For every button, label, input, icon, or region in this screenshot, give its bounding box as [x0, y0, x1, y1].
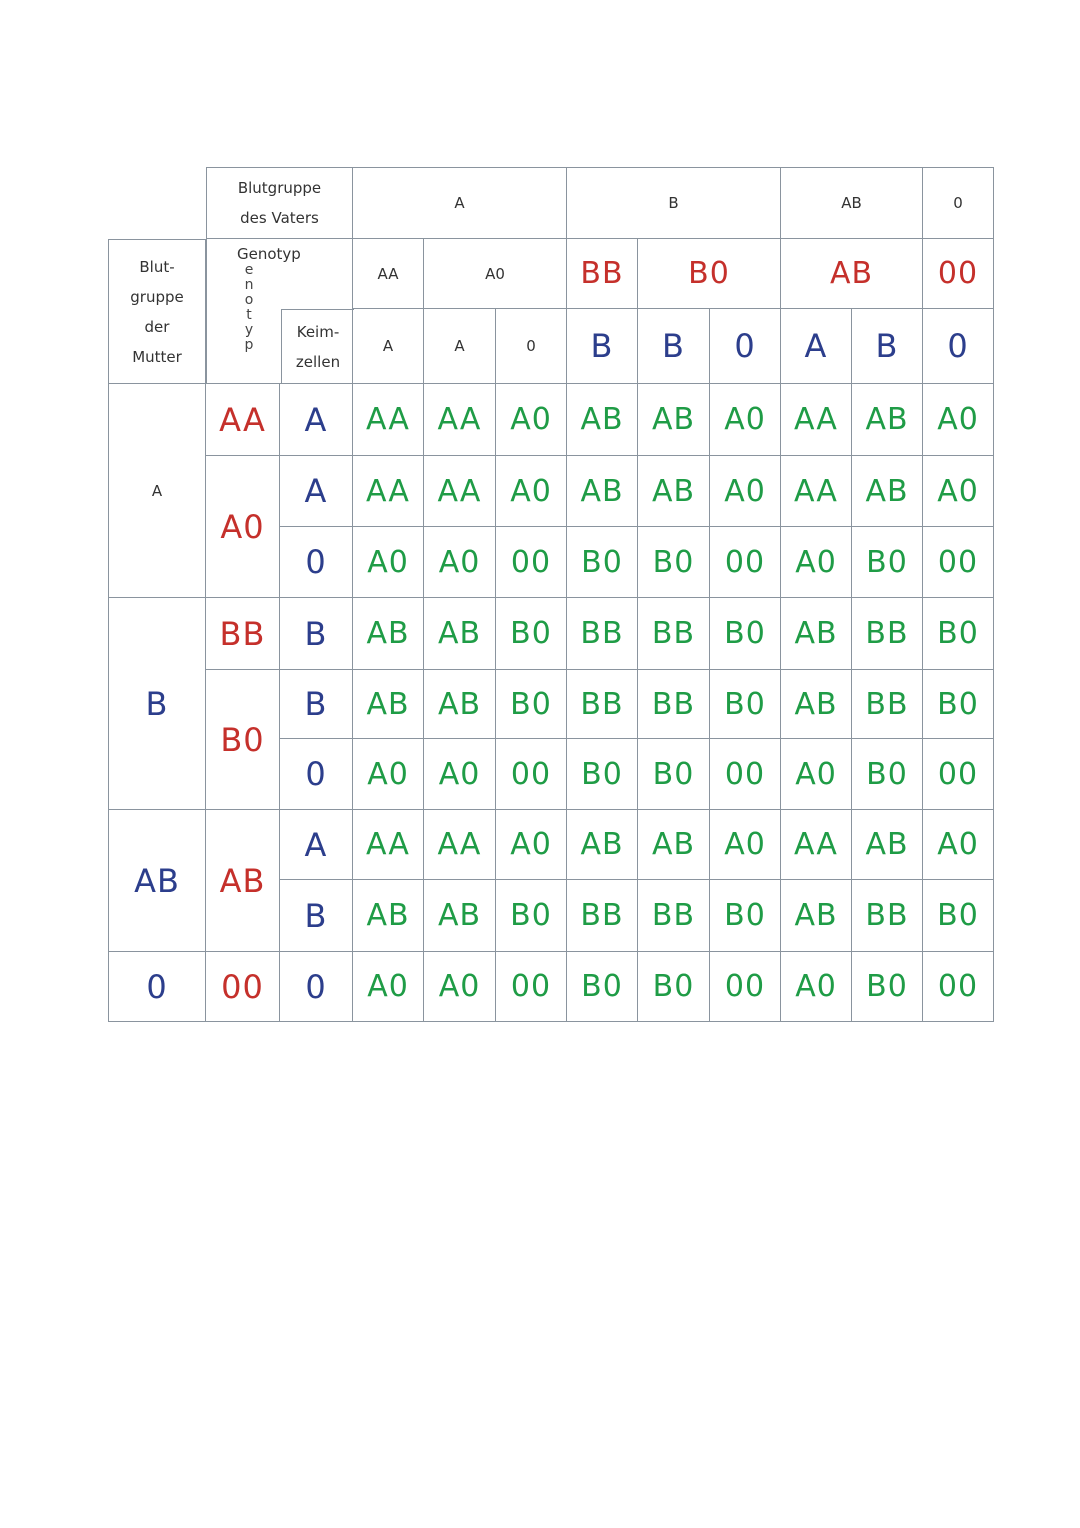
grid-cell-r0-c3 [567, 384, 638, 456]
grid-cell-r4-c0-text: AB [366, 686, 410, 722]
mother-gamete-4 [280, 670, 353, 739]
grid-cell-r0-c8-text: A0 [937, 402, 979, 437]
father-genotype-b0 [638, 239, 781, 309]
father-gamete-6 [781, 309, 852, 384]
grid-cell-r5-c7 [852, 739, 923, 810]
grid-cell-r3-c5-text: B0 [724, 616, 766, 651]
father-genotype-aa [353, 239, 424, 309]
grid-cell-r0-c6 [781, 384, 852, 456]
father-gamete-0-text: A [382, 337, 394, 355]
mother-gamete-0 [280, 384, 353, 456]
grid-cell-r3-c2-text: B0 [510, 616, 552, 651]
grid-cell-r3-c3 [567, 598, 638, 670]
grid-cell-r6-c0-text: AA [366, 827, 410, 862]
grid-cell-r5-c4 [638, 739, 710, 810]
father-gamete-4-text: B [662, 327, 685, 365]
grid-cell-r4-c6-text: AB [794, 686, 838, 722]
grid-cell-r7-c0 [353, 880, 424, 952]
grid-cell-r0-c7 [852, 384, 923, 456]
grid-cell-r8-c8 [923, 952, 994, 1022]
grid-cell-r1-c3 [567, 456, 638, 527]
mother-gamete-5 [280, 739, 353, 810]
grid-cell-r1-c7-text: AB [865, 473, 909, 509]
grid-cell-r5-c5 [710, 739, 781, 810]
father-gamete-8 [923, 309, 994, 384]
grid-cell-r7-c6-text: AB [794, 898, 838, 933]
grid-cell-r2-c2 [496, 527, 567, 598]
father-bloodgroup-b [567, 167, 781, 239]
mother-genotype-ab [206, 810, 280, 952]
grid-cell-r2-c6 [781, 527, 852, 598]
grid-cell-r8-c6-text: A0 [795, 969, 837, 1004]
father-bloodgroup-ab-text: AB [841, 194, 862, 212]
father-gamete-5-text: 0 [734, 327, 756, 365]
grid-cell-r8-c3-text: B0 [581, 969, 623, 1004]
mother-gamete-3 [280, 598, 353, 670]
father-bloodgroup-a [353, 167, 567, 239]
grid-cell-r6-c7-text: AB [865, 827, 909, 862]
grid-cell-r6-c0 [353, 810, 424, 880]
grid-cell-r8-c0-text: A0 [367, 969, 409, 1004]
mother-genotype-aa-text: AA [219, 400, 266, 439]
grid-cell-r6-c2 [496, 810, 567, 880]
grid-cell-r7-c4 [638, 880, 710, 952]
grid-cell-r8-c8-text: 00 [937, 969, 979, 1004]
father-bloodgroup-ab [781, 167, 923, 239]
mother-genotype-ab-text: AB [219, 861, 266, 900]
grid-cell-r5-c8 [923, 739, 994, 810]
grid-cell-r1-c3-text: AB [580, 473, 624, 509]
grid-cell-r2-c6-text: A0 [795, 544, 837, 580]
mother-gamete-1 [280, 456, 353, 527]
father-gamete-7 [852, 309, 923, 384]
grid-cell-r4-c4 [638, 670, 710, 739]
grid-cell-r5-c3-text: B0 [581, 756, 623, 792]
mother-bloodgroup-ab [108, 810, 206, 952]
grid-cell-r4-c7 [852, 670, 923, 739]
father-gamete-7-text: B [875, 327, 899, 365]
gametes-label-line2: zellen [295, 352, 341, 371]
grid-cell-r4-c5-text: B0 [724, 686, 766, 722]
grid-cell-r2-c0-text: A0 [367, 544, 409, 580]
grid-cell-r5-c6 [781, 739, 852, 810]
grid-cell-r7-c3 [567, 880, 638, 952]
father-genotype-bb [567, 239, 638, 309]
mother-genotype-00 [206, 952, 280, 1022]
grid-cell-r4-c3 [567, 670, 638, 739]
mother-label-line3: der [144, 317, 170, 336]
father-label-cell [206, 167, 353, 239]
grid-cell-r3-c3-text: BB [580, 616, 624, 651]
mother-genotype-b0 [206, 670, 280, 810]
father-gamete-1-text: A [454, 337, 465, 355]
grid-cell-r2-c4 [638, 527, 710, 598]
grid-cell-r1-c8 [923, 456, 994, 527]
mother-genotype-a0-text: A0 [220, 507, 265, 546]
mother-label-line1: Blut- [139, 257, 175, 276]
father-gamete-2-text: 0 [526, 337, 536, 355]
father-gamete-0 [353, 309, 424, 384]
grid-cell-r2-c7-text: B0 [866, 544, 908, 580]
mother-genotype-a0 [206, 456, 280, 598]
grid-cell-r6-c8-text: A0 [937, 827, 979, 862]
mother-gamete-4-text: B [304, 685, 328, 723]
grid-cell-r5-c3 [567, 739, 638, 810]
mother-gamete-2-text: 0 [305, 543, 327, 581]
grid-cell-r7-c1 [424, 880, 496, 952]
grid-cell-r6-c3-text: AB [580, 827, 624, 862]
grid-cell-r1-c0 [353, 456, 424, 527]
grid-cell-r5-c0 [353, 739, 424, 810]
grid-cell-r5-c1 [424, 739, 496, 810]
grid-cell-r5-c1-text: A0 [438, 756, 481, 792]
father-genotype-b0-text: B0 [688, 256, 730, 291]
grid-cell-r3-c7-text: BB [865, 616, 909, 651]
grid-cell-r0-c4-text: AB [651, 402, 696, 437]
mother-gamete-7 [280, 880, 353, 952]
grid-cell-r1-c1-text: AA [437, 473, 482, 509]
grid-cell-r3-c5 [710, 598, 781, 670]
grid-cell-r2-c5-text: 00 [724, 544, 766, 580]
grid-cell-r1-c5 [710, 456, 781, 527]
grid-cell-r6-c8 [923, 810, 994, 880]
father-gamete-3-text: B [590, 327, 614, 365]
father-genotype-a0-text: A0 [485, 264, 505, 283]
father-gamete-5 [710, 309, 781, 384]
grid-cell-r3-c1 [424, 598, 496, 670]
grid-cell-r8-c7 [852, 952, 923, 1022]
mother-gamete-8-text: 0 [305, 967, 327, 1006]
grid-cell-r0-c2 [496, 384, 567, 456]
genotype-vertical-label: e n o t y p [244, 262, 254, 353]
father-bloodgroup-b-text: B [668, 194, 679, 212]
grid-cell-r7-c8 [923, 880, 994, 952]
grid-cell-r8-c2 [496, 952, 567, 1022]
grid-cell-r7-c7-text: BB [865, 898, 909, 933]
grid-cell-r6-c6-text: AA [794, 827, 838, 862]
grid-cell-r2-c4-text: B0 [652, 544, 695, 580]
grid-cell-r7-c2 [496, 880, 567, 952]
grid-cell-r1-c0-text: AA [366, 473, 410, 509]
father-label-line1: Blutgruppe [237, 179, 322, 197]
mother-gamete-6-text: A [304, 825, 328, 864]
grid-cell-r2-c8-text: 00 [937, 544, 979, 580]
grid-cell-r3-c8-text: B0 [937, 616, 979, 651]
grid-cell-r3-c1-text: AB [437, 616, 482, 651]
grid-cell-r1-c8-text: A0 [937, 473, 979, 509]
grid-cell-r6-c5 [710, 810, 781, 880]
father-gamete-1 [424, 309, 496, 384]
gametes-label [281, 309, 354, 383]
mother-label-line2: gruppe [130, 287, 184, 306]
grid-cell-r7-c3-text: BB [580, 898, 624, 933]
father-gamete-8-text: 0 [947, 327, 969, 365]
mother-bloodgroup-0-text: 0 [146, 967, 168, 1006]
grid-cell-r4-c7-text: BB [865, 686, 909, 722]
father-genotype-aa-text: AA [377, 264, 399, 283]
grid-cell-r4-c8 [923, 670, 994, 739]
mother-gamete-3-text: B [304, 614, 328, 653]
grid-cell-r2-c2-text: 00 [510, 544, 552, 580]
grid-cell-r0-c7-text: AB [865, 402, 909, 437]
grid-cell-r8-c4-text: B0 [652, 969, 695, 1004]
grid-cell-r8-c2-text: 00 [510, 969, 552, 1004]
father-bloodgroup-0-text: 0 [953, 194, 963, 212]
father-bloodgroup-a-text: A [454, 194, 465, 212]
grid-cell-r3-c6-text: AB [794, 616, 838, 651]
grid-cell-r2-c3 [567, 527, 638, 598]
genotype-corner-cell [206, 239, 353, 384]
father-gamete-2 [496, 309, 567, 384]
grid-cell-r0-c0 [353, 384, 424, 456]
grid-cell-r5-c6-text: A0 [795, 756, 837, 792]
mother-gamete-1-text: A [304, 472, 328, 510]
mother-genotype-aa [206, 384, 280, 456]
grid-cell-r5-c8-text: 00 [937, 756, 979, 792]
grid-cell-r6-c4-text: AB [651, 827, 696, 862]
grid-cell-r8-c1 [424, 952, 496, 1022]
father-genotype-ab [781, 239, 923, 309]
grid-cell-r0-c1-text: AA [437, 402, 482, 437]
grid-cell-r5-c7-text: B0 [866, 756, 908, 792]
grid-cell-r1-c2 [496, 456, 567, 527]
grid-cell-r7-c6 [781, 880, 852, 952]
grid-cell-r1-c2-text: A0 [510, 473, 552, 509]
genotype-label: Genotyp [237, 245, 301, 263]
grid-cell-r5-c2-text: 00 [510, 756, 552, 792]
grid-cell-r3-c8 [923, 598, 994, 670]
father-gamete-3 [567, 309, 638, 384]
grid-cell-r2-c3-text: B0 [581, 544, 623, 580]
grid-cell-r8-c3 [567, 952, 638, 1022]
grid-cell-r0-c2-text: A0 [510, 402, 552, 437]
grid-cell-r0-c0-text: AA [366, 402, 410, 437]
grid-cell-r5-c2 [496, 739, 567, 810]
father-genotype-ab-text: AB [829, 256, 874, 291]
father-genotype-bb-text: BB [580, 256, 624, 291]
mother-gamete-2 [280, 527, 353, 598]
grid-cell-r8-c1-text: A0 [438, 969, 481, 1004]
grid-cell-r6-c4 [638, 810, 710, 880]
grid-cell-r2-c7 [852, 527, 923, 598]
grid-cell-r6-c1 [424, 810, 496, 880]
grid-cell-r8-c4 [638, 952, 710, 1022]
father-genotype-a0 [424, 239, 567, 309]
mother-gamete-6 [280, 810, 353, 880]
mother-bloodgroup-0 [108, 952, 206, 1022]
grid-cell-r6-c5-text: A0 [724, 827, 766, 862]
grid-cell-r2-c5 [710, 527, 781, 598]
grid-cell-r3-c0 [353, 598, 424, 670]
mother-genotype-b0-text: B0 [220, 720, 265, 759]
grid-cell-r5-c5-text: 00 [724, 756, 766, 792]
mother-bloodgroup-b [108, 598, 206, 810]
grid-cell-r0-c8 [923, 384, 994, 456]
grid-cell-r4-c8-text: B0 [937, 686, 979, 722]
mother-label-line4: Mutter [132, 347, 182, 366]
grid-cell-r0-c5 [710, 384, 781, 456]
mother-gamete-5-text: 0 [305, 755, 327, 793]
mother-label-cell [108, 239, 206, 384]
father-genotype-00 [923, 239, 994, 309]
grid-cell-r0-c6-text: AA [794, 402, 838, 437]
grid-cell-r0-c5-text: A0 [724, 402, 766, 437]
mother-gamete-8 [280, 952, 353, 1022]
grid-cell-r6-c6 [781, 810, 852, 880]
grid-cell-r1-c1 [424, 456, 496, 527]
father-label-line2: des Vaters [240, 209, 319, 227]
mother-genotype-bb-text: BB [219, 614, 266, 653]
grid-cell-r3-c4-text: BB [651, 616, 696, 651]
grid-cell-r1-c5-text: A0 [724, 473, 766, 509]
mother-gamete-0-text: A [304, 400, 328, 439]
grid-cell-r7-c8-text: B0 [937, 898, 979, 933]
mother-bloodgroup-a [108, 384, 206, 598]
grid-cell-r7-c5 [710, 880, 781, 952]
grid-cell-r3-c6 [781, 598, 852, 670]
gametes-label-line1: Keim- [296, 322, 340, 341]
grid-cell-r7-c4-text: BB [651, 898, 696, 933]
grid-cell-r6-c2-text: A0 [510, 827, 552, 862]
mother-bloodgroup-ab-text: AB [134, 861, 180, 900]
grid-cell-r0-c1 [424, 384, 496, 456]
grid-cell-r4-c0 [353, 670, 424, 739]
grid-cell-r3-c4 [638, 598, 710, 670]
mother-gamete-7-text: B [304, 896, 328, 935]
grid-cell-r0-c3-text: AB [580, 402, 624, 437]
grid-cell-r4-c1-text: AB [437, 686, 482, 722]
grid-cell-r8-c5 [710, 952, 781, 1022]
grid-cell-r7-c0-text: AB [366, 898, 410, 933]
grid-cell-r1-c6-text: AA [794, 473, 838, 509]
grid-cell-r2-c1-text: A0 [438, 544, 481, 580]
grid-cell-r2-c0 [353, 527, 424, 598]
grid-cell-r1-c4-text: AB [651, 473, 696, 509]
grid-cell-r2-c8 [923, 527, 994, 598]
mother-bloodgroup-a-text: A [151, 481, 163, 500]
grid-cell-r4-c2-text: B0 [510, 686, 552, 722]
grid-cell-r2-c1 [424, 527, 496, 598]
grid-cell-r4-c5 [710, 670, 781, 739]
father-bloodgroup-0 [923, 167, 994, 239]
grid-cell-r7-c2-text: B0 [510, 898, 552, 933]
grid-cell-r3-c2 [496, 598, 567, 670]
grid-cell-r1-c4 [638, 456, 710, 527]
grid-cell-r7-c5-text: B0 [724, 898, 766, 933]
grid-cell-r6-c1-text: AA [437, 827, 482, 862]
grid-cell-r8-c5-text: 00 [724, 969, 766, 1004]
grid-cell-r4-c3-text: BB [580, 686, 624, 722]
grid-cell-r6-c7 [852, 810, 923, 880]
grid-cell-r7-c7 [852, 880, 923, 952]
grid-cell-r1-c6 [781, 456, 852, 527]
grid-cell-r1-c7 [852, 456, 923, 527]
grid-cell-r8-c6 [781, 952, 852, 1022]
grid-cell-r8-c0 [353, 952, 424, 1022]
grid-cell-r5-c4-text: B0 [652, 756, 695, 792]
grid-cell-r4-c4-text: BB [651, 686, 696, 722]
father-gamete-6-text: A [804, 327, 828, 365]
grid-cell-r4-c6 [781, 670, 852, 739]
father-genotype-00-text: 00 [937, 256, 979, 291]
grid-cell-r4-c2 [496, 670, 567, 739]
grid-cell-r8-c7-text: B0 [866, 969, 908, 1004]
mother-genotype-bb [206, 598, 280, 670]
mother-genotype-00-text: 00 [221, 967, 264, 1006]
grid-cell-r6-c3 [567, 810, 638, 880]
grid-cell-r5-c0-text: A0 [367, 756, 409, 792]
grid-cell-r3-c7 [852, 598, 923, 670]
father-gamete-4 [638, 309, 710, 384]
grid-cell-r0-c4 [638, 384, 710, 456]
grid-cell-r4-c1 [424, 670, 496, 739]
grid-cell-r7-c1-text: AB [437, 898, 482, 933]
mother-bloodgroup-b-text: B [145, 684, 169, 723]
grid-cell-r3-c0-text: AB [366, 616, 410, 651]
